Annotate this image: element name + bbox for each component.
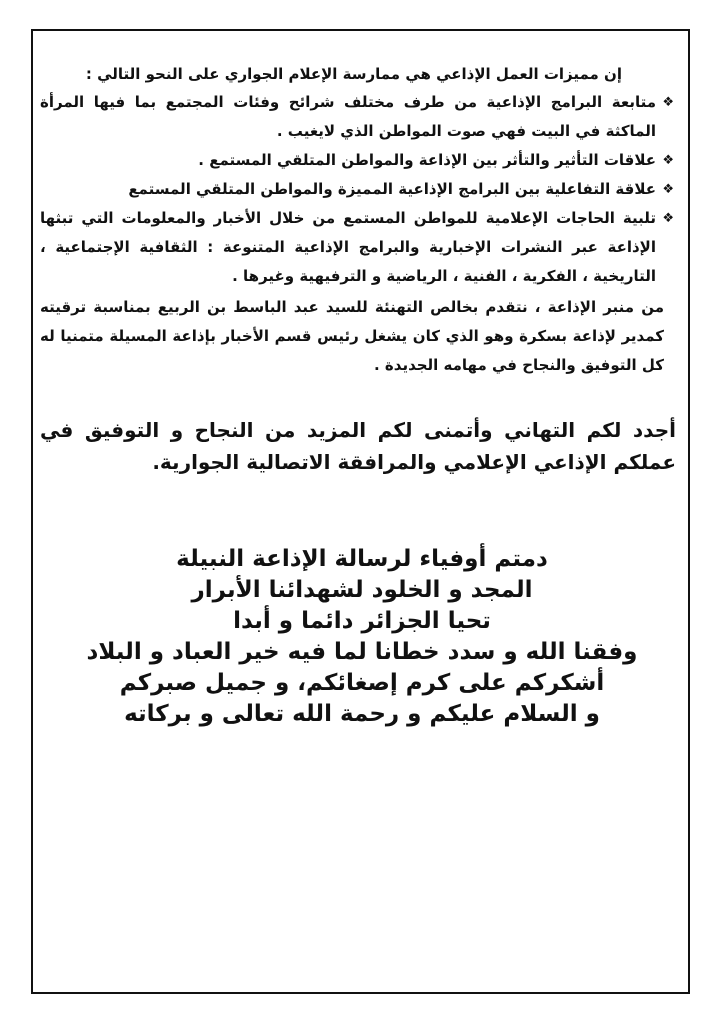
list-item-text: علاقة التفاعلية بين البرامج الإذاعية المميزة والمواطن المتلقي المستمع: [128, 180, 656, 198]
closing-line: دمتم أوفياء لرسالة الإذاعة النبيلة: [176, 546, 548, 572]
list-item: [40, 175, 674, 204]
diamond-bullet-icon: ❖: [662, 211, 674, 226]
diamond-bullet-icon: ❖: [662, 182, 674, 197]
diamond-bullet-icon: ❖: [662, 153, 674, 168]
intro-paragraph: إن مميزات العمل الإذاعي هي ممارسة الإعلام الجواري على النحو التالي :: [85, 65, 622, 83]
diamond-bullet-icon: ❖: [662, 95, 674, 110]
closing-line: أشكركم على كرم إصغائكم، و جميل صبركم: [119, 670, 605, 696]
list-item: [40, 204, 674, 291]
list-item-text: متابعة البرامج الإذاعية من طرف مختلف شرائح وفئات المجتمع بما فيها المرأة الماكثة في البيت فهي صوت المواطن الذي لايغيب .: [40, 93, 656, 140]
closing-line: و السلام عليكم و رحمة الله تعالى و بركاته: [124, 701, 600, 727]
list-item: [40, 146, 674, 175]
congratulations-paragraph: من منبر الإذاعة ، نتقدم بخالص التهنئة للسيد عبد الباسط بن الربيع بمناسبة ترقيته كمدير لإذاعة بسكرة وهو الذي كان يشغل رئيس قسم الأخبار بإذاعة المسيلة متمنيا له كل التوفيق والنجاح في مهامه الجديدة .: [40, 298, 664, 374]
closing-block: [40, 544, 684, 730]
features-list: [40, 88, 684, 291]
list-item: [40, 88, 674, 146]
document-body: [40, 60, 684, 730]
list-item-text: تلبية الحاجات الإعلامية للمواطن المستمع من خلال الأخبار والمعلومات التي تبثها الإذاعة عبر النشرات الإخبارية والبرامج الإذاعية المتنوعة : الثقافية الإجتماعية ، التاريخية ، الفكرية ، الفنية ، الرياضية و الترفيهية وغيرها .: [40, 209, 656, 285]
wish-paragraph: أجدد لكم التهاني وأتمنى لكم المزيد من النجاح و التوفيق في عملكم الإذاعي الإعلامي والمرافقة الاتصالية الجوارية.: [40, 418, 676, 474]
list-item-text: علاقات التأثير والتأثر بين الإذاعة والمواطن المتلقي المستمع .: [198, 151, 656, 169]
closing-line: المجد و الخلود لشهدائنا الأبرار: [191, 577, 533, 603]
closing-line: وفقنا الله و سدد خطانا لما فيه خير العباد و البلاد: [86, 639, 638, 665]
closing-line: تحيا الجزائر دائما و أبدا: [233, 608, 491, 634]
